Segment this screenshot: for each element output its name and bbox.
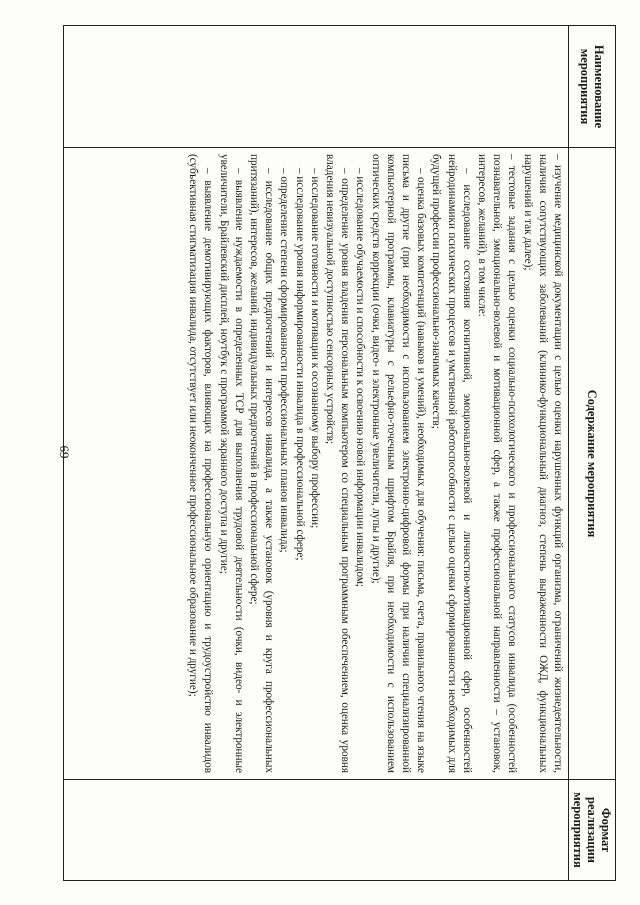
header-name-line-2: мероприятия — [578, 48, 592, 125]
list-item: – определение уровня владения персональным компьютером со специальным программным обеспечением, оценка уровня владения невизуальной доступностью сенсорных устройств; — [323, 154, 352, 773]
rotated-table-frame — [76, 25, 616, 880]
header-format-line-2: реализации — [585, 797, 599, 863]
header-format-line-1: Формат — [599, 807, 613, 853]
header-format-line-3: мероприятия — [571, 792, 585, 868]
table-row — [64, 26, 569, 881]
list-item: – исследование обучаемости и способности к освоению новой информации инвалидом; — [354, 168, 367, 588]
header-name-line-1: Наименование — [592, 44, 606, 129]
activity-format-text — [563, 780, 568, 880]
cell-activity-format — [64, 780, 569, 881]
cell-activity-content — [64, 148, 569, 780]
list-item: – определение степени сформированности профессиональных планов инвалида; — [278, 168, 291, 553]
page-number-text: 69 — [57, 445, 72, 459]
table-header-row — [569, 26, 616, 881]
header-content-text: Содержание мероприятия — [585, 389, 599, 538]
list-item: – выявление нуждаемости в определенных ТСР для выполнения трудовой деятельности (очки, видео- и электронные увеличители, Брайлевский дисплей, ноутбук с программой экранного доступа и другие; — [217, 154, 245, 773]
cell-activity-name — [64, 26, 569, 148]
list-item: – тестовые задания с целью оценки социально-психологического и профессионального статусов инвалида (особенностей познавательной, эмоционально-волевой и мотивационной сфер, а также профессиональной направленности – установок, интересов, желаний), в том числе: — [475, 154, 519, 773]
list-item: – исследование общих предпочтений и интересов инвалида, а также установок (уровня и круга профессиональных притязаний), интересов, желаний, индивидуальных предпочтений в профессиональной сфере; — [247, 154, 276, 773]
activity-table — [63, 25, 616, 881]
activity-name-text — [563, 26, 568, 147]
list-item: – изучение медицинской документации с целью оценки нарушенных функций организма, ограничений жизнедеятельности, наличия сопутствующих заболеваний (клинико-функциональный диагноз, степень выраженности ОЖД, функциональных нарушений и так далее); — [521, 154, 564, 773]
list-item: – оценка базовых компетенций (навыков и умений), необходимых для обучения: письма, счета, правильного чтения на языке письма и другие (при необходимости с использованием электронно-цифровой формы при наличии специализированной компьютерной программы, клавиатуры с рельефно-точечным шрифтом Брайля, при необходимости с использованием оптических средств коррекции (очки, видео- и электронные увеличители, лупы и другие); — [369, 154, 428, 773]
list-item: – исследование состояния когнитивной, эмоционально-волевой и личностно-мотивационной сфер, особенностей нейродинамики психических процессов и умственной работоспособности с целью оценки сформированности необходимых для будущей профессии профессионально-значимых качеств; — [430, 154, 473, 773]
header-activity-content — [569, 148, 616, 780]
activity-content-list — [183, 148, 568, 779]
header-activity-name — [569, 26, 616, 148]
list-item: – выявление демотивирующих факторов, влияющих на профессиональную ориентацию и трудоустройство инвалидов (субъективная стигматизация инвалида, отсутствует или неоконченное профессиональное образование и другие); — [187, 154, 215, 773]
list-item: – исследование уровня информированности инвалида в профессиональной сфере; — [293, 168, 306, 561]
list-item: – исследование готовности и мотивации к осознанному выбору профессии; — [308, 168, 321, 529]
header-activity-format — [569, 780, 616, 881]
